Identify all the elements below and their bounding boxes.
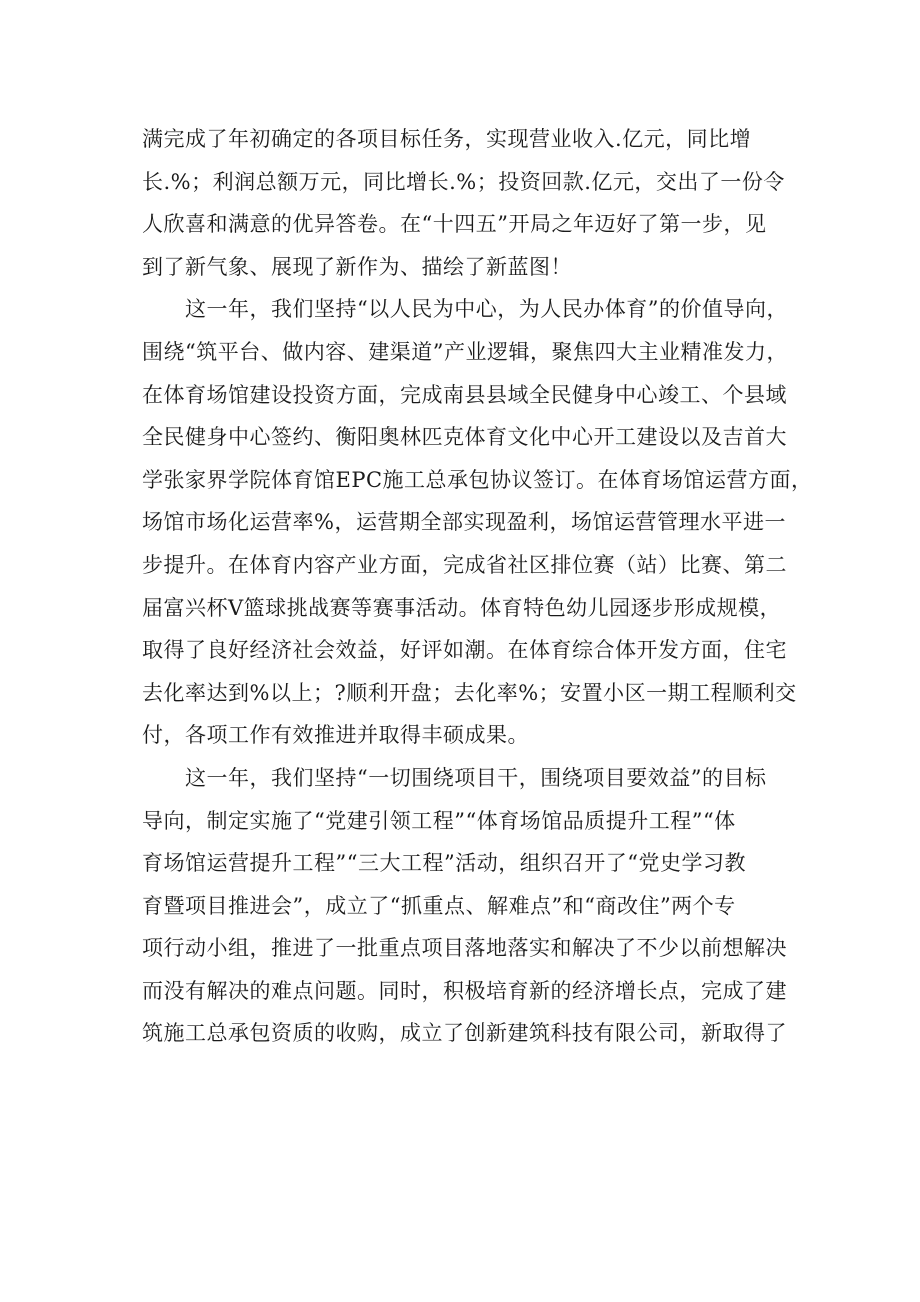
text-line: 这一年，我们坚持“一切围绕项目干，围绕项目要效益”的目标	[142, 765, 767, 790]
text-line: 去化率达到%以上；?顺利开盘；去化率%；安置小区一期工程顺利交	[142, 680, 797, 705]
text-line: 全民健身中心签约、衡阳奥林匹克体育文化中心开工建设以及吉首大	[142, 425, 787, 450]
paragraph-3	[142, 757, 787, 1055]
text-line: 届富兴杯Ⅴ篮球挑战赛等赛事活动。体育特色幼儿园逐步形成规模，	[142, 595, 782, 620]
text-line: 付，各项工作有效推进并取得丰硕成果。	[142, 723, 529, 748]
text-line: 育场馆运营提升工程”“三大工程”活动，组织召开了“党史学习教	[142, 851, 746, 876]
text-line: 这一年，我们坚持“以人民为中心，为人民办体育”的价值导向，	[142, 297, 788, 322]
text-line: 步提升。在体育内容产业方面，完成省社区排位赛（站）比赛、第二	[142, 552, 787, 577]
text-line: 长.%；利润总额万元，同比增长.%；投资回款.亿元，交出了一份令	[142, 169, 785, 194]
paragraph-2	[142, 288, 813, 757]
paragraph-1	[142, 118, 785, 288]
text-line: 育暨项目推进会”，成立了“抓重点、解难点”和“商改住”两个专	[142, 893, 736, 918]
text-line: 场馆市场化运营率%，运营期全部实现盈利，场馆运营管理水平进一	[142, 510, 786, 535]
text-line: 筑施工总承包资质的收购，成立了创新建筑科技有限公司，新取得了	[142, 1021, 787, 1046]
text-line: 学张家界学院体育馆EPC施工总承包协议签订。在体育场馆运营方面，	[142, 467, 813, 492]
text-line: 而没有解决的难点问题。同时，积极培育新的经济增长点，完成了建	[142, 978, 787, 1003]
text-line: 满完成了年初确定的各项目标任务，实现营业收入.亿元，同比增	[142, 127, 752, 151]
document-body	[142, 118, 813, 1055]
text-line: 在体育场馆建设投资方面，完成南县县域全民健身中心竣工、个县域	[142, 382, 787, 407]
text-line: 项行动小组，推进了一批重点项目落地落实和解决了不少以前想解决	[142, 936, 787, 961]
text-line: 围绕“筑平台、做内容、建渠道”产业逻辑，聚焦四大主业精准发力，	[142, 339, 788, 364]
text-line: 导向，制定实施了“党建引领工程”“体育场馆品质提升工程”“体	[142, 808, 736, 833]
text-line: 取得了良好经济社会效益，好评如潮。在体育综合体开发方面，住宅	[142, 638, 787, 663]
text-line: 人欣喜和满意的优异答卷。在“十四五”开局之年迈好了第一步，见	[142, 212, 767, 237]
text-line: 到了新气象、展现了新作为、描绘了新蓝图！	[142, 254, 572, 279]
